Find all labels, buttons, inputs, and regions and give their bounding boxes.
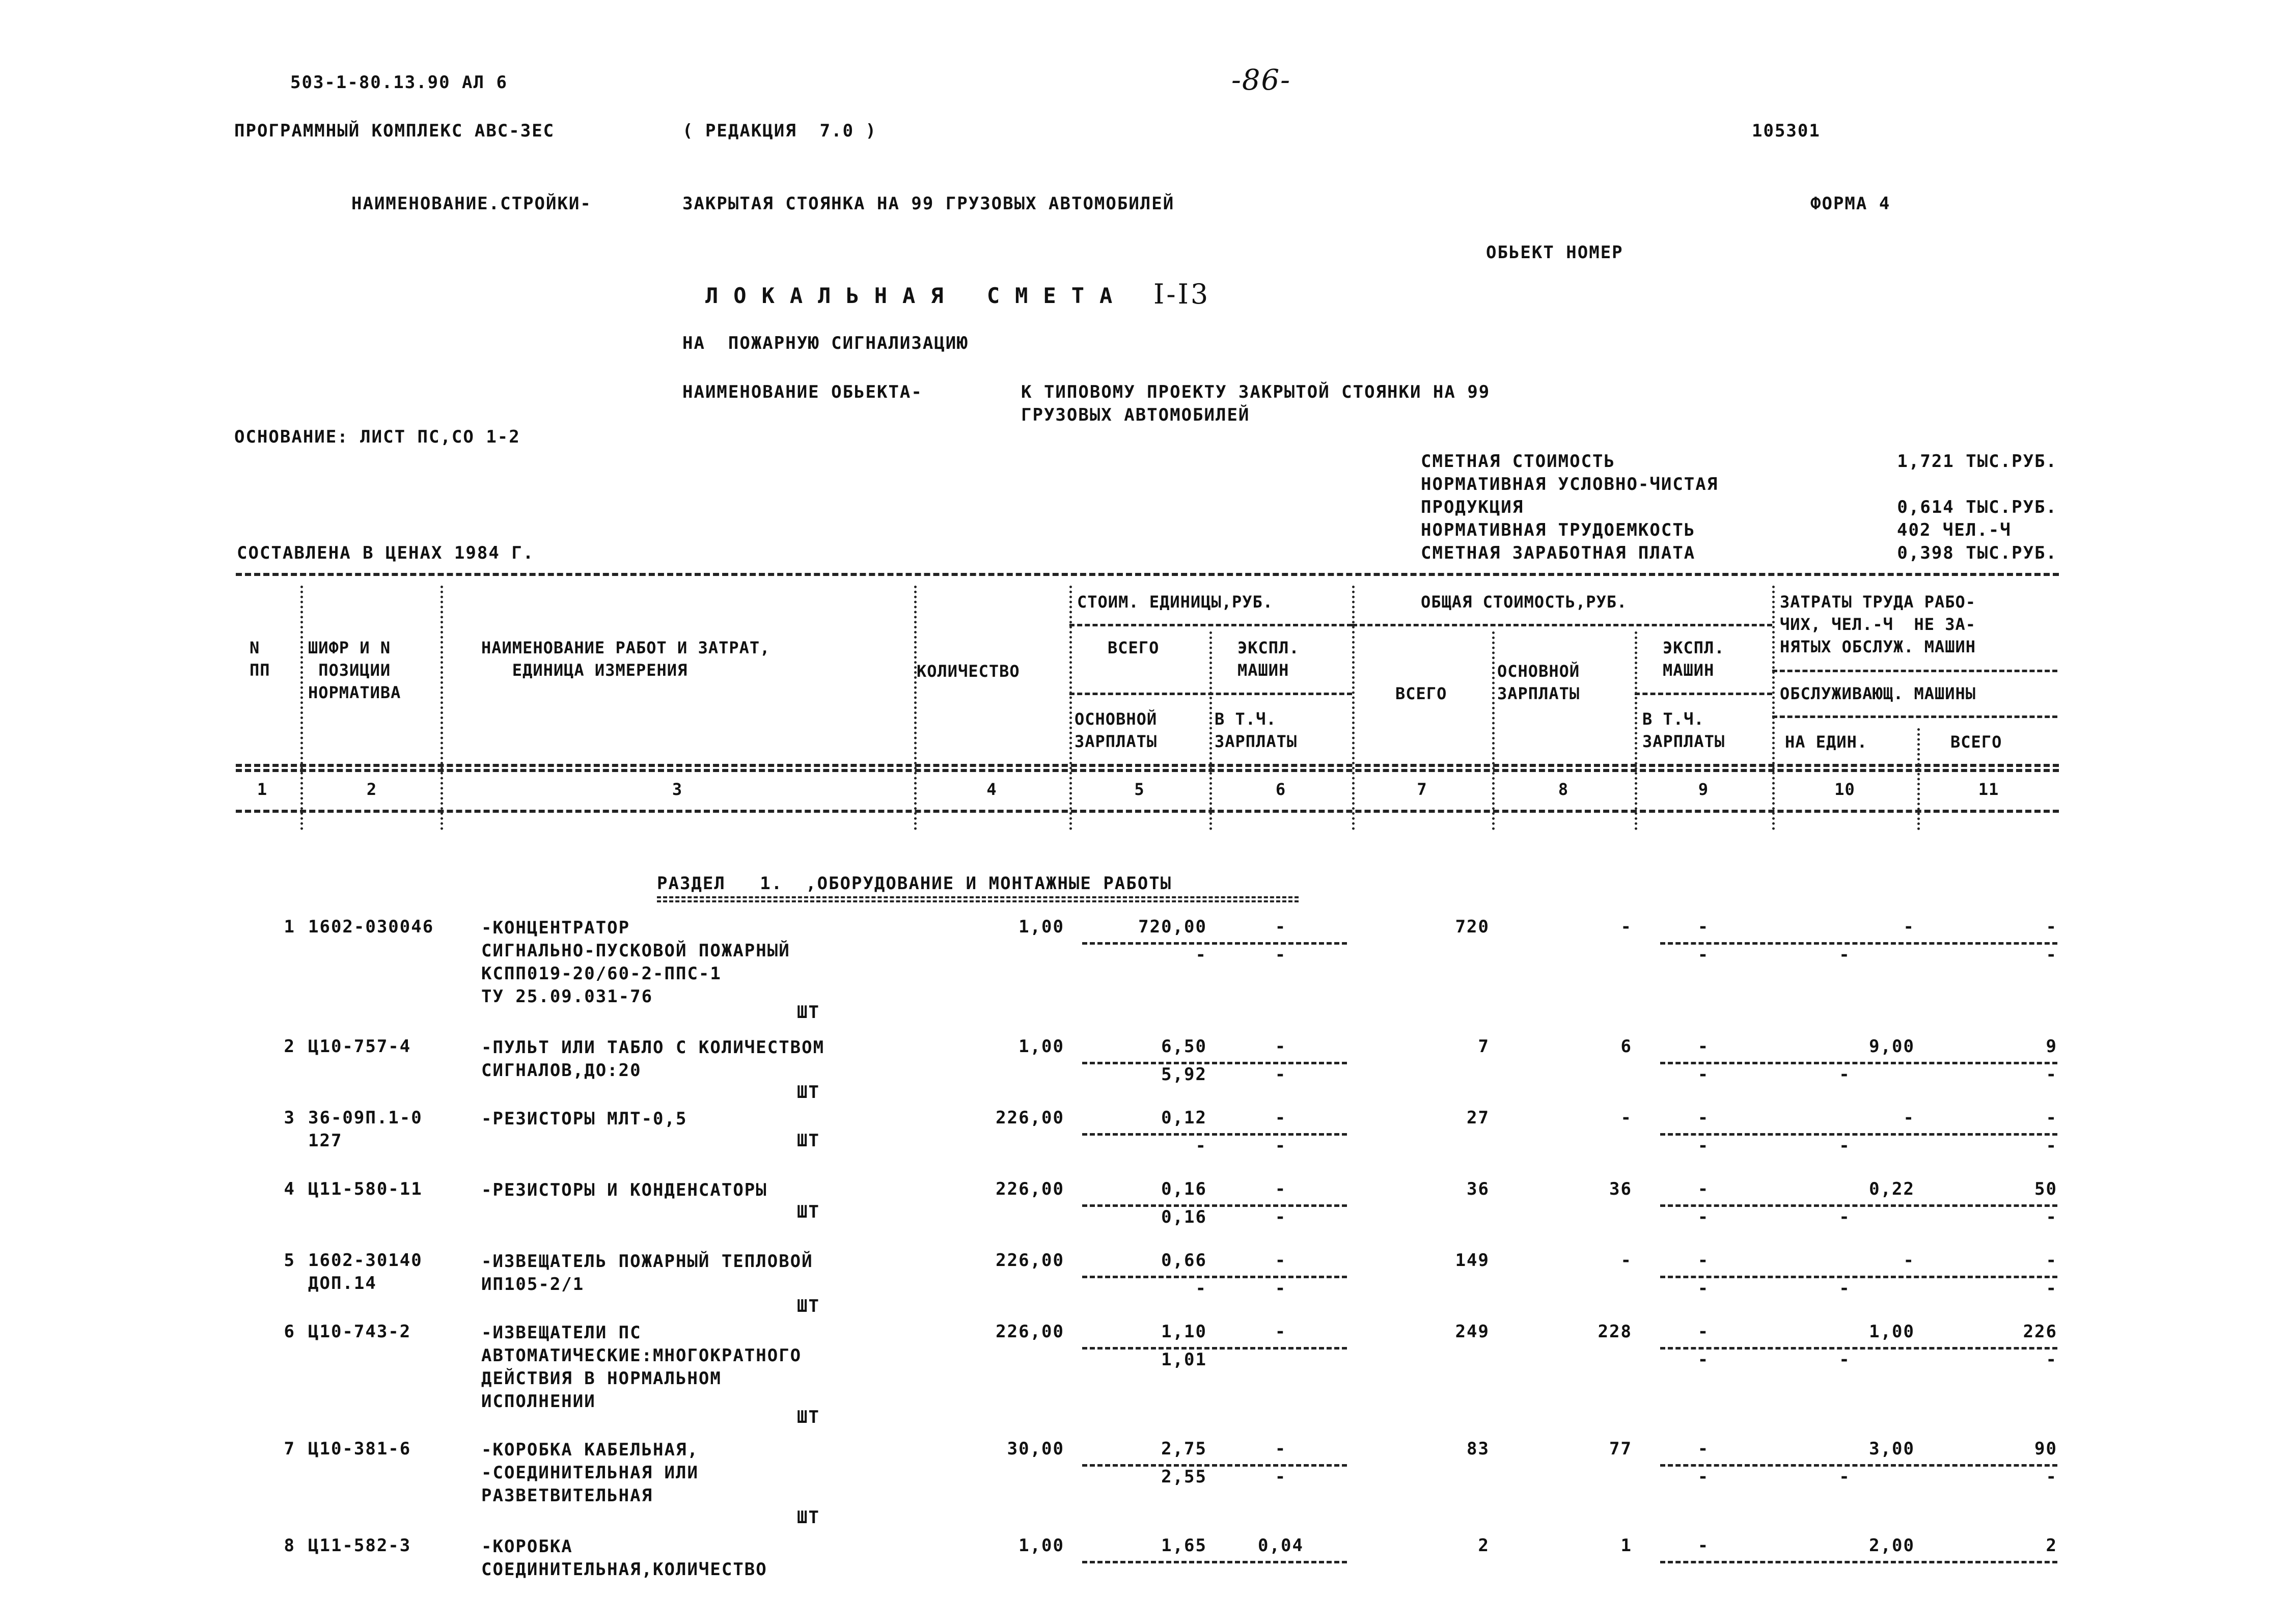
row-number: 5 — [284, 1250, 295, 1271]
row-unit-total: 720,00 — [1138, 917, 1207, 937]
col-sep — [300, 586, 303, 830]
header-col-5b: ОСНОВНОЙ ЗАРПЛАТЫ — [1075, 709, 1158, 751]
row-quantity: 226,00 — [996, 1322, 1064, 1342]
summary-wage-label: СМЕТНАЯ ЗАРАБОТНАЯ ПЛАТА — [1421, 543, 1696, 563]
column-number: 11 — [1978, 780, 1999, 799]
header-col-4: КОЛИЧЕСТВО — [917, 662, 1020, 681]
numbers-top-rule — [236, 769, 2059, 772]
row-unit-machine-wage: - — [1275, 1207, 1287, 1227]
row-unit-machines: - — [1275, 1036, 1287, 1057]
row-total-machine-wage: - — [1697, 1064, 1710, 1085]
row-total: 36 — [1467, 1179, 1490, 1199]
row-labor-total-2: - — [2046, 1467, 2057, 1487]
object-name-line-2: ГРУЗОВЫХ АВТОМОБИЛЕЙ — [1021, 405, 1250, 425]
header-col-9a: ЭКСПЛ. МАШИН — [1663, 638, 1725, 680]
row-quantity: 1,00 — [1018, 1535, 1064, 1556]
header-col-6b: В Т.Ч. ЗАРПЛАТЫ — [1215, 709, 1298, 751]
column-number: 6 — [1275, 780, 1286, 799]
column-number: 1 — [257, 780, 268, 799]
prices-basis: СОСТАВЛЕНА В ЦЕНАХ 1984 Г. — [237, 543, 535, 563]
row-code: Ц10-757-4 — [308, 1036, 411, 1057]
row-quantity: 1,00 — [1018, 917, 1064, 937]
row-total-machines: - — [1697, 1322, 1710, 1342]
row-labor-total-2: - — [2046, 1350, 2057, 1370]
row-total-machines: - — [1697, 1036, 1710, 1057]
header-col-3: НАИМЕНОВАНИЕ РАБОТ И ЗАТРАТ, ЕДИНИЦА ИЗМЕРЕНИЯ — [481, 638, 770, 680]
row-unit: ШТ — [797, 1082, 820, 1103]
row-code-2: 127 — [308, 1131, 343, 1151]
page-number: -86- — [1231, 64, 1291, 97]
row-labor-total-2: - — [2046, 1064, 2057, 1085]
row-labor-unit-2: - — [1839, 1207, 1851, 1227]
header-col-10: НА ЕДИН. — [1785, 732, 1868, 752]
row-name: -ПУЛЬТ ИЛИ ТАБЛО С КОЛИЧЕСТВОМ СИГНАЛОВ,ДО:20 — [481, 1037, 825, 1081]
row-labor-total-2: - — [2046, 1207, 2057, 1227]
machine-split-rule — [1635, 693, 1772, 695]
row-unit-wage: 2,55 — [1161, 1467, 1207, 1487]
row-total-machines: - — [1697, 917, 1710, 937]
row-number: 7 — [284, 1439, 295, 1459]
row-total-machine-wage: - — [1697, 1467, 1710, 1487]
header-col-5a: ВСЕГО — [1108, 638, 1160, 657]
row-total-machine-wage: - — [1697, 945, 1710, 965]
row-labor-unit-2: - — [1839, 1064, 1851, 1085]
row-labor-total: - — [2046, 1108, 2057, 1128]
row-unit-wage: 5,92 — [1161, 1064, 1207, 1085]
row-total: 83 — [1467, 1439, 1490, 1459]
row-unit-machine-wage: - — [1275, 1064, 1287, 1085]
row-unit-total: 1,65 — [1161, 1535, 1207, 1556]
object-number-label: ОБЬЕКТ НОМЕР — [1486, 242, 1623, 263]
row-unit: ШТ — [797, 1002, 820, 1023]
row-unit-machine-wage: - — [1275, 1467, 1287, 1487]
row-unit-wage: 1,01 — [1161, 1350, 1207, 1370]
row-name: -РЕЗИСТОРЫ МЛТ-0,5 — [481, 1109, 687, 1129]
basis: ОСНОВАНИЕ: ЛИСТ ПС,СО 1-2 — [234, 427, 520, 447]
row-labor-total: 90 — [2034, 1439, 2057, 1459]
row-name: -КОРОБКА КАБЕЛЬНАЯ, -СОЕДИНИТЕЛЬНАЯ ИЛИ РАЗВЕТВИТЕЛЬНАЯ — [481, 1440, 699, 1506]
header-col-8: ОСНОВНОЙ ЗАРПЛАТЫ — [1497, 662, 1580, 703]
row-labor-total-2: - — [2046, 1278, 2057, 1299]
row-labor-total: - — [2046, 917, 2057, 937]
estimate-number: I-I3 — [1153, 278, 1210, 310]
row-code: 36-09П.1-0 — [308, 1108, 423, 1128]
summary-cost-value: 1,721 ТЫС.РУБ. — [1897, 451, 2057, 472]
column-number: 8 — [1558, 780, 1569, 799]
row-labor-total: 9 — [2046, 1036, 2057, 1057]
header-col-6a: ЭКСПЛ. МАШИН — [1237, 638, 1300, 680]
row-total-wage: 36 — [1609, 1179, 1632, 1199]
document-code: 503-1-80.13.90 АЛ 6 — [290, 72, 508, 93]
row-total-machines: - — [1697, 1439, 1710, 1459]
summary-cost-label: СМЕТНАЯ СТОИМОСТЬ — [1421, 451, 1615, 472]
estimate-subtitle: НА ПОЖАРНУЮ СИГНАЛИЗАЦИЮ — [682, 333, 969, 353]
row-unit-total: 0,16 — [1161, 1179, 1207, 1199]
row-total-machines: - — [1697, 1535, 1710, 1556]
row-total-machine-wage: - — [1697, 1207, 1710, 1227]
header-group-unit-cost: СТОИМ. ЕДИНИЦЫ,РУБ. — [1077, 592, 1274, 612]
row-quantity: 226,00 — [996, 1250, 1064, 1271]
row-unit-machines: 0,04 — [1258, 1535, 1304, 1556]
row-total-wage: - — [1620, 917, 1632, 937]
row-code: Ц11-580-11 — [308, 1179, 423, 1199]
row-number: 8 — [284, 1535, 295, 1556]
row-labor-total: - — [2046, 1250, 2057, 1271]
construction-label: НАИМЕНОВАНИЕ.СТРОЙКИ- — [351, 194, 592, 214]
program-revision: ( РЕДАКЦИЯ 7.0 ) — [682, 121, 877, 141]
column-number: 7 — [1417, 780, 1427, 799]
row-quantity: 226,00 — [996, 1179, 1064, 1199]
row-total-wage: - — [1620, 1250, 1632, 1271]
row-number: 4 — [284, 1179, 295, 1199]
row-unit-machines: - — [1275, 1439, 1287, 1459]
row-unit-total: 6,50 — [1161, 1036, 1207, 1057]
summary-wage-value: 0,398 ТЫС.РУБ. — [1897, 543, 2057, 563]
summary-net-label-2: ПРОДУКЦИЯ — [1421, 497, 1524, 517]
labor-rule-1 — [1772, 670, 2057, 672]
row-name: -КОНЦЕНТРАТОР СИГНАЛЬНО-ПУСКОВОЙ ПОЖАРНЫЙ КСПП019-20/60-2-ППС-1 ТУ 25.09.031-76 — [481, 918, 790, 1007]
header-col-11: ВСЕГО — [1950, 732, 2002, 752]
row-unit: ШТ — [797, 1407, 820, 1427]
column-number: 3 — [672, 780, 683, 799]
object-label: НАИМЕНОВАНИЕ ОБЬЕКТА- — [682, 382, 923, 402]
row-total-wage: 228 — [1598, 1322, 1632, 1342]
row-total-split — [1660, 1561, 2057, 1563]
row-code: Ц11-582-3 — [308, 1535, 411, 1556]
row-labor-unit-2: - — [1839, 945, 1851, 965]
construction-name: ЗАКРЫТАЯ СТОЯНКА НА 99 ГРУЗОВЫХ АВТОМОБИЛЕЙ — [682, 194, 1175, 214]
row-labor-unit: 0,22 — [1869, 1179, 1915, 1199]
row-unit-total: 2,75 — [1161, 1439, 1207, 1459]
row-labor-unit-2: - — [1839, 1136, 1851, 1156]
row-quantity: 1,00 — [1018, 1036, 1064, 1057]
summary-labor-value: 402 ЧЕЛ.-Ч — [1897, 520, 2012, 540]
row-labor-total-2: - — [2046, 1136, 2057, 1156]
row-code-2: ДОП.14 — [308, 1273, 377, 1293]
header-col-7: ВСЕГО — [1395, 684, 1447, 703]
row-code: 1602-030046 — [308, 917, 434, 937]
row-total: 720 — [1455, 917, 1490, 937]
row-unit: ШТ — [797, 1507, 820, 1528]
row-unit-machines: - — [1275, 1250, 1287, 1271]
row-total-wage: 77 — [1609, 1439, 1632, 1459]
header-group-total-cost: ОБЩАЯ СТОИМОСТЬ,РУБ. — [1421, 592, 1628, 612]
row-unit-machines: - — [1275, 917, 1287, 937]
row-total-machine-wage: - — [1697, 1136, 1710, 1156]
row-total: 27 — [1467, 1108, 1490, 1128]
row-unit-total: 0,12 — [1161, 1108, 1207, 1128]
row-labor-total: 226 — [2023, 1322, 2057, 1342]
row-unit-total: 1,10 — [1161, 1322, 1207, 1342]
row-total-machine-wage: - — [1697, 1350, 1710, 1370]
row-number: 1 — [284, 917, 295, 937]
column-number: 4 — [986, 780, 997, 799]
row-unit-machines: - — [1275, 1322, 1287, 1342]
estimate-title: ЛОКАЛЬНАЯ СМЕТА — [705, 283, 1128, 308]
column-number: 5 — [1134, 780, 1145, 799]
row-labor-unit-2: - — [1839, 1350, 1851, 1370]
row-unit-wage: - — [1195, 1136, 1207, 1156]
row-name: -РЕЗИСТОРЫ И КОНДЕНСАТОРЫ — [481, 1180, 767, 1200]
row-unit-machine-wage: - — [1275, 945, 1287, 965]
row-labor-unit: 3,00 — [1869, 1439, 1915, 1459]
header-group-labor: ЗАТРАТЫ ТРУДА РАБО- ЧИХ, ЧЕЛ.-Ч НЕ ЗА- НЯТЫХ ОБСЛУЖ. МАШИН — [1780, 592, 1976, 656]
header-col-1: N ПП — [250, 638, 270, 680]
row-unit-wage: 0,16 — [1161, 1207, 1207, 1227]
row-unit-split — [1082, 1561, 1347, 1563]
row-total-machines: - — [1697, 1179, 1710, 1199]
labor-rule-2 — [1772, 715, 2057, 718]
header-top-rule — [236, 573, 2059, 576]
header-bottom-rule — [236, 764, 2059, 767]
row-total-wage: 1 — [1620, 1535, 1632, 1556]
row-name: -ИЗВЕЩАТЕЛЬ ПОЖАРНЫЙ ТЕПЛОВОЙ ИП105-2/1 — [481, 1251, 813, 1295]
header-col-9b: В Т.Ч. ЗАРПЛАТЫ — [1642, 709, 1725, 751]
section-title: РАЗДЕЛ 1. ,ОБОРУДОВАНИЕ И МОНТАЖНЫЕ РАБОТЫ — [657, 873, 1172, 894]
row-total-wage: - — [1620, 1108, 1632, 1128]
row-labor-unit: 1,00 — [1869, 1322, 1915, 1342]
row-name: -КОРОБКА СОЕДИНИТЕЛЬНАЯ,КОЛИЧЕСТВО — [481, 1536, 767, 1580]
row-total: 7 — [1478, 1036, 1490, 1057]
header-col-2: ШИФР И N ПОЗИЦИИ НОРМАТИВА — [308, 638, 401, 702]
row-labor-unit-2: - — [1839, 1467, 1851, 1487]
summary-labor-label: НОРМАТИВНАЯ ТРУДОЕМКОСТЬ — [1421, 520, 1696, 540]
row-labor-total: 50 — [2034, 1179, 2057, 1199]
row-unit: ШТ — [797, 1296, 820, 1316]
form-number: ФОРМА 4 — [1810, 194, 1891, 214]
column-number: 2 — [366, 780, 377, 799]
row-unit-machines: - — [1275, 1179, 1287, 1199]
row-unit-wage: - — [1195, 945, 1207, 965]
row-labor-unit: - — [1903, 1250, 1915, 1271]
program-code: 105301 — [1752, 121, 1821, 141]
row-labor-total-2: - — [2046, 945, 2057, 965]
row-total: 249 — [1455, 1322, 1490, 1342]
row-code: Ц10-743-2 — [308, 1322, 411, 1342]
row-number: 3 — [284, 1108, 295, 1128]
row-labor-unit: 2,00 — [1869, 1535, 1915, 1556]
row-unit-total: 0,66 — [1161, 1250, 1207, 1271]
summary-net-value: 0,614 ТЫС.РУБ. — [1897, 497, 2057, 517]
object-name-line-1: К ТИПОВОМУ ПРОЕКТУ ЗАКРЫТОЙ СТОЯНКИ НА 99 — [1021, 382, 1491, 402]
unit-split-rule — [1069, 693, 1352, 695]
row-number: 6 — [284, 1322, 295, 1342]
row-labor-unit-2: - — [1839, 1278, 1851, 1299]
program-name: ПРОГРАММНЫЙ КОМПЛЕКС АВС-ЗЕС — [234, 121, 555, 141]
row-labor-unit: - — [1903, 917, 1915, 937]
section-underline — [657, 896, 1299, 902]
row-labor-total: 2 — [2046, 1535, 2057, 1556]
column-number: 10 — [1834, 780, 1855, 799]
row-name: -ИЗВЕЩАТЕЛИ ПС АВТОМАТИЧЕСКИЕ:МНОГОКРАТНОГО ДЕЙСТВИЯ В НОРМАЛЬНОМ ИСПОЛНЕНИИ — [481, 1323, 802, 1412]
row-number: 2 — [284, 1036, 295, 1057]
row-labor-unit: - — [1903, 1108, 1915, 1128]
row-code: 1602-30140 — [308, 1250, 423, 1271]
row-unit-machine-wage: - — [1275, 1278, 1287, 1299]
row-total: 2 — [1478, 1535, 1490, 1556]
row-labor-unit: 9,00 — [1869, 1036, 1915, 1057]
row-total-machines: - — [1697, 1250, 1710, 1271]
row-unit-wage: - — [1195, 1278, 1207, 1299]
row-unit: ШТ — [797, 1131, 820, 1151]
row-total-wage: 6 — [1620, 1036, 1632, 1057]
column-number: 9 — [1698, 780, 1709, 799]
row-unit: ШТ — [797, 1202, 820, 1222]
row-total: 149 — [1455, 1250, 1490, 1271]
row-quantity: 30,00 — [1007, 1439, 1064, 1459]
summary-net-label-1: НОРМАТИВНАЯ УСЛОВНО-ЧИСТАЯ — [1421, 474, 1719, 494]
row-code: Ц10-381-6 — [308, 1439, 411, 1459]
group-rule-total — [1352, 624, 1772, 626]
numbers-bottom-rule — [236, 810, 2059, 813]
row-total-machine-wage: - — [1697, 1278, 1710, 1299]
group-rule-unit — [1069, 624, 1352, 626]
header-labor-sub: ОБСЛУЖИВАЮЩ. МАШИНЫ — [1780, 684, 1976, 703]
row-unit-machines: - — [1275, 1108, 1287, 1128]
row-total-machines: - — [1697, 1108, 1710, 1128]
row-quantity: 226,00 — [996, 1108, 1064, 1128]
row-unit-machine-wage: - — [1275, 1136, 1287, 1156]
